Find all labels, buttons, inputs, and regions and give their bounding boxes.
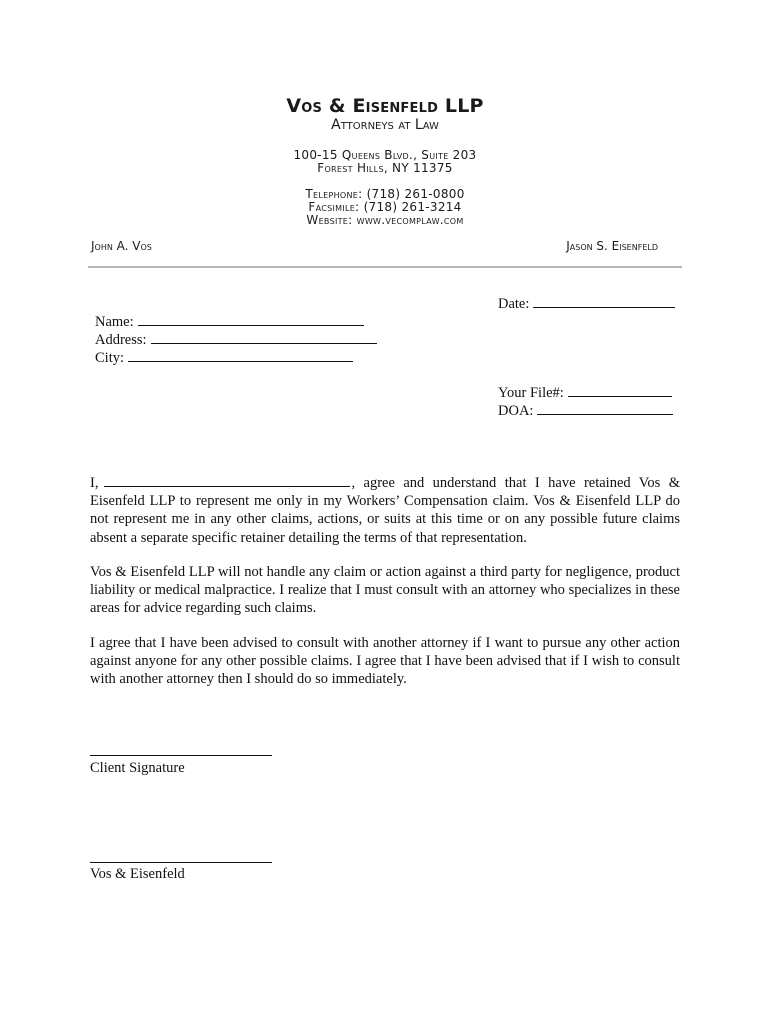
file-number-blank[interactable] xyxy=(568,384,672,397)
firm-subtitle: Attorneys at Law xyxy=(331,117,439,133)
address-blank[interactable] xyxy=(151,331,377,344)
firm-signature-line[interactable] xyxy=(90,862,272,863)
date-label: Date: xyxy=(498,296,530,312)
client-name-blank[interactable] xyxy=(104,474,350,487)
name-label: Name: xyxy=(95,314,134,330)
doa-field xyxy=(498,402,673,420)
date-field xyxy=(498,295,675,313)
client-signature-line[interactable] xyxy=(90,755,272,756)
website: Website: www.vecomplaw.com xyxy=(306,213,464,227)
name-blank[interactable] xyxy=(138,313,364,326)
paragraph-2: Vos & Eisenfeld LLP will not handle any claim or action against a third party for negligence, product liability or medical malpractice. I realize that I must consult with an attorney who specializes in these areas for advice regarding such claims. xyxy=(90,564,680,617)
paragraph-1 xyxy=(90,474,680,547)
date-blank[interactable] xyxy=(533,295,675,308)
file-number-label: Your File#: xyxy=(498,385,564,401)
firm-name: Vos & Eisenfeld LLP xyxy=(286,95,484,117)
paragraph-1-text: , agree and understand that I have retained Vos & Eisenfeld LLP to represent me only in my Workers’ Compensation claim. Vos & Eisenfeld LLP do not represent me in any other claims, actions, or suits at this time or on any possible future claims absent a separate specific retainer detailing the terms of that representation. xyxy=(90,475,680,546)
address-field xyxy=(95,331,377,349)
paragraph-1-prefix: I, xyxy=(90,475,99,491)
letterhead-divider xyxy=(88,266,682,268)
firm-signature-label: Vos & Eisenfeld xyxy=(90,866,185,882)
doa-label: DOA: xyxy=(498,403,534,419)
city-blank[interactable] xyxy=(128,349,353,362)
name-field xyxy=(95,313,364,331)
partner-left: John A. Vos xyxy=(91,239,152,253)
city-field xyxy=(95,349,353,367)
facsimile: Facsimile: (718) 261-3214 xyxy=(308,200,462,214)
telephone: Telephone: (718) 261-0800 xyxy=(305,187,465,201)
client-signature-label: Client Signature xyxy=(90,760,185,776)
address-line-2: Forest Hills, NY 11375 xyxy=(317,161,453,175)
address-line-1: 100-15 Queens Blvd., Suite 203 xyxy=(293,148,477,162)
city-label: City: xyxy=(95,350,125,366)
address-label: Address: xyxy=(95,332,147,348)
partner-right: Jason S. Eisenfeld xyxy=(566,239,658,253)
paragraph-3: I agree that I have been advised to consult with another attorney if I want to pursue any other action against anyone for any other possible claims. I agree that I have been advised that if I wish to consult with another attorney then I should do so immediately. xyxy=(90,635,680,688)
doa-blank[interactable] xyxy=(537,402,673,415)
file-number-field xyxy=(498,384,672,402)
